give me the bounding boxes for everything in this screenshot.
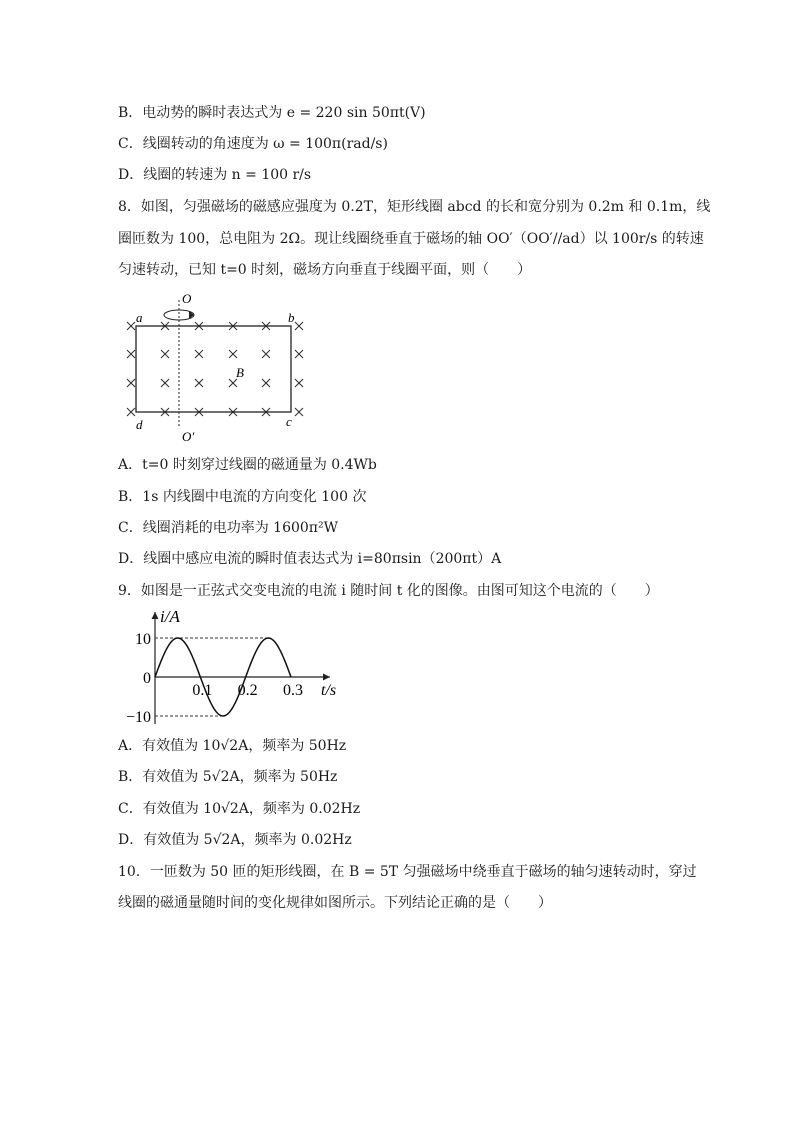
- label-d: d: [136, 417, 143, 432]
- y-tick-label: 0: [143, 670, 151, 687]
- q9-option-d: D．有效值为 5√2A，频率为 0.02Hz: [118, 832, 352, 848]
- q10-stem-line-1: 10．一匝数为 50 匝的矩形线圈，在 B = 5T 匀强磁场中绕垂直于磁场的轴匀速转动时，穿过: [118, 864, 697, 880]
- q8-stem-line-1: 8．如图，匀强磁场的磁感应强度为 0.2T，矩形线圈 abcd 的长和宽分别为 0.2m 和 0.1m，线: [118, 199, 711, 215]
- label-b: b: [288, 310, 295, 325]
- label-O: O: [182, 291, 192, 306]
- q8-stem-line-2: 圈匝数为 100，总电阻为 2Ω。现让线圈绕垂直于磁场的轴 OO′（OO′//ad）以 100r/s 的转速: [118, 231, 704, 247]
- q9-stem: 9．如图是一正弦式交变电流的电流 i 随时间 t 化的图像。由图可知这个电流的（ ）: [118, 583, 659, 599]
- q10-stem-line-2: 线圈的磁通量随时间的变化规律如图所示。下列结论正确的是（ ）: [118, 895, 552, 911]
- q8-option-b: B．1s 内线圈中电流的方向变化 100 次: [118, 489, 367, 505]
- y-tick-label: 10: [135, 631, 151, 648]
- q9-option-b: B．有效值为 5√2A，频率为 50Hz: [118, 769, 338, 785]
- q8-stem-line-3: 匀速转动，已知 t=0 时刻，磁场方向垂直于线圈平面，则（ ）: [118, 262, 532, 278]
- y-tick-label: −10: [125, 709, 151, 726]
- q9-current-chart: [118, 604, 348, 730]
- label-a: a: [136, 310, 143, 325]
- q8-option-a: A．t=0 时刻穿过线圈的磁通量为 0.4Wb: [118, 457, 377, 473]
- label-c: c: [286, 414, 292, 429]
- x-tick-label: 0.2: [237, 682, 258, 699]
- q8-coil-figure: [118, 288, 318, 448]
- x-tick-label: 0.1: [192, 682, 213, 699]
- y-axis-label: i/A: [160, 607, 180, 626]
- q9-option-c: C．有效值为 10√2A，频率为 0.02Hz: [118, 801, 361, 817]
- q8-option-d: D．线圈中感应电流的瞬时值表达式为 i=80πsin（200πt）A: [118, 551, 502, 567]
- q9-option-a: A．有效值为 10√2A，频率为 50Hz: [118, 738, 347, 754]
- coil-rectangle: [136, 326, 291, 412]
- label-O-prime: O′: [182, 429, 195, 444]
- x-tick-label: 0.3: [283, 682, 303, 699]
- q7-option-c: C．线圈转动的角速度为 ω = 100π(rad/s): [118, 136, 388, 152]
- q7-option-b: B．电动势的瞬时表达式为 e = 220 sin 50πt(V): [118, 105, 426, 121]
- q8-option-c: C．线圈消耗的电功率为 1600π²W: [118, 520, 338, 536]
- x-axis-label: t/s: [321, 682, 337, 699]
- label-B: B: [236, 365, 244, 380]
- q7-option-d: D．线圈的转速为 n = 100 r/s: [118, 167, 312, 183]
